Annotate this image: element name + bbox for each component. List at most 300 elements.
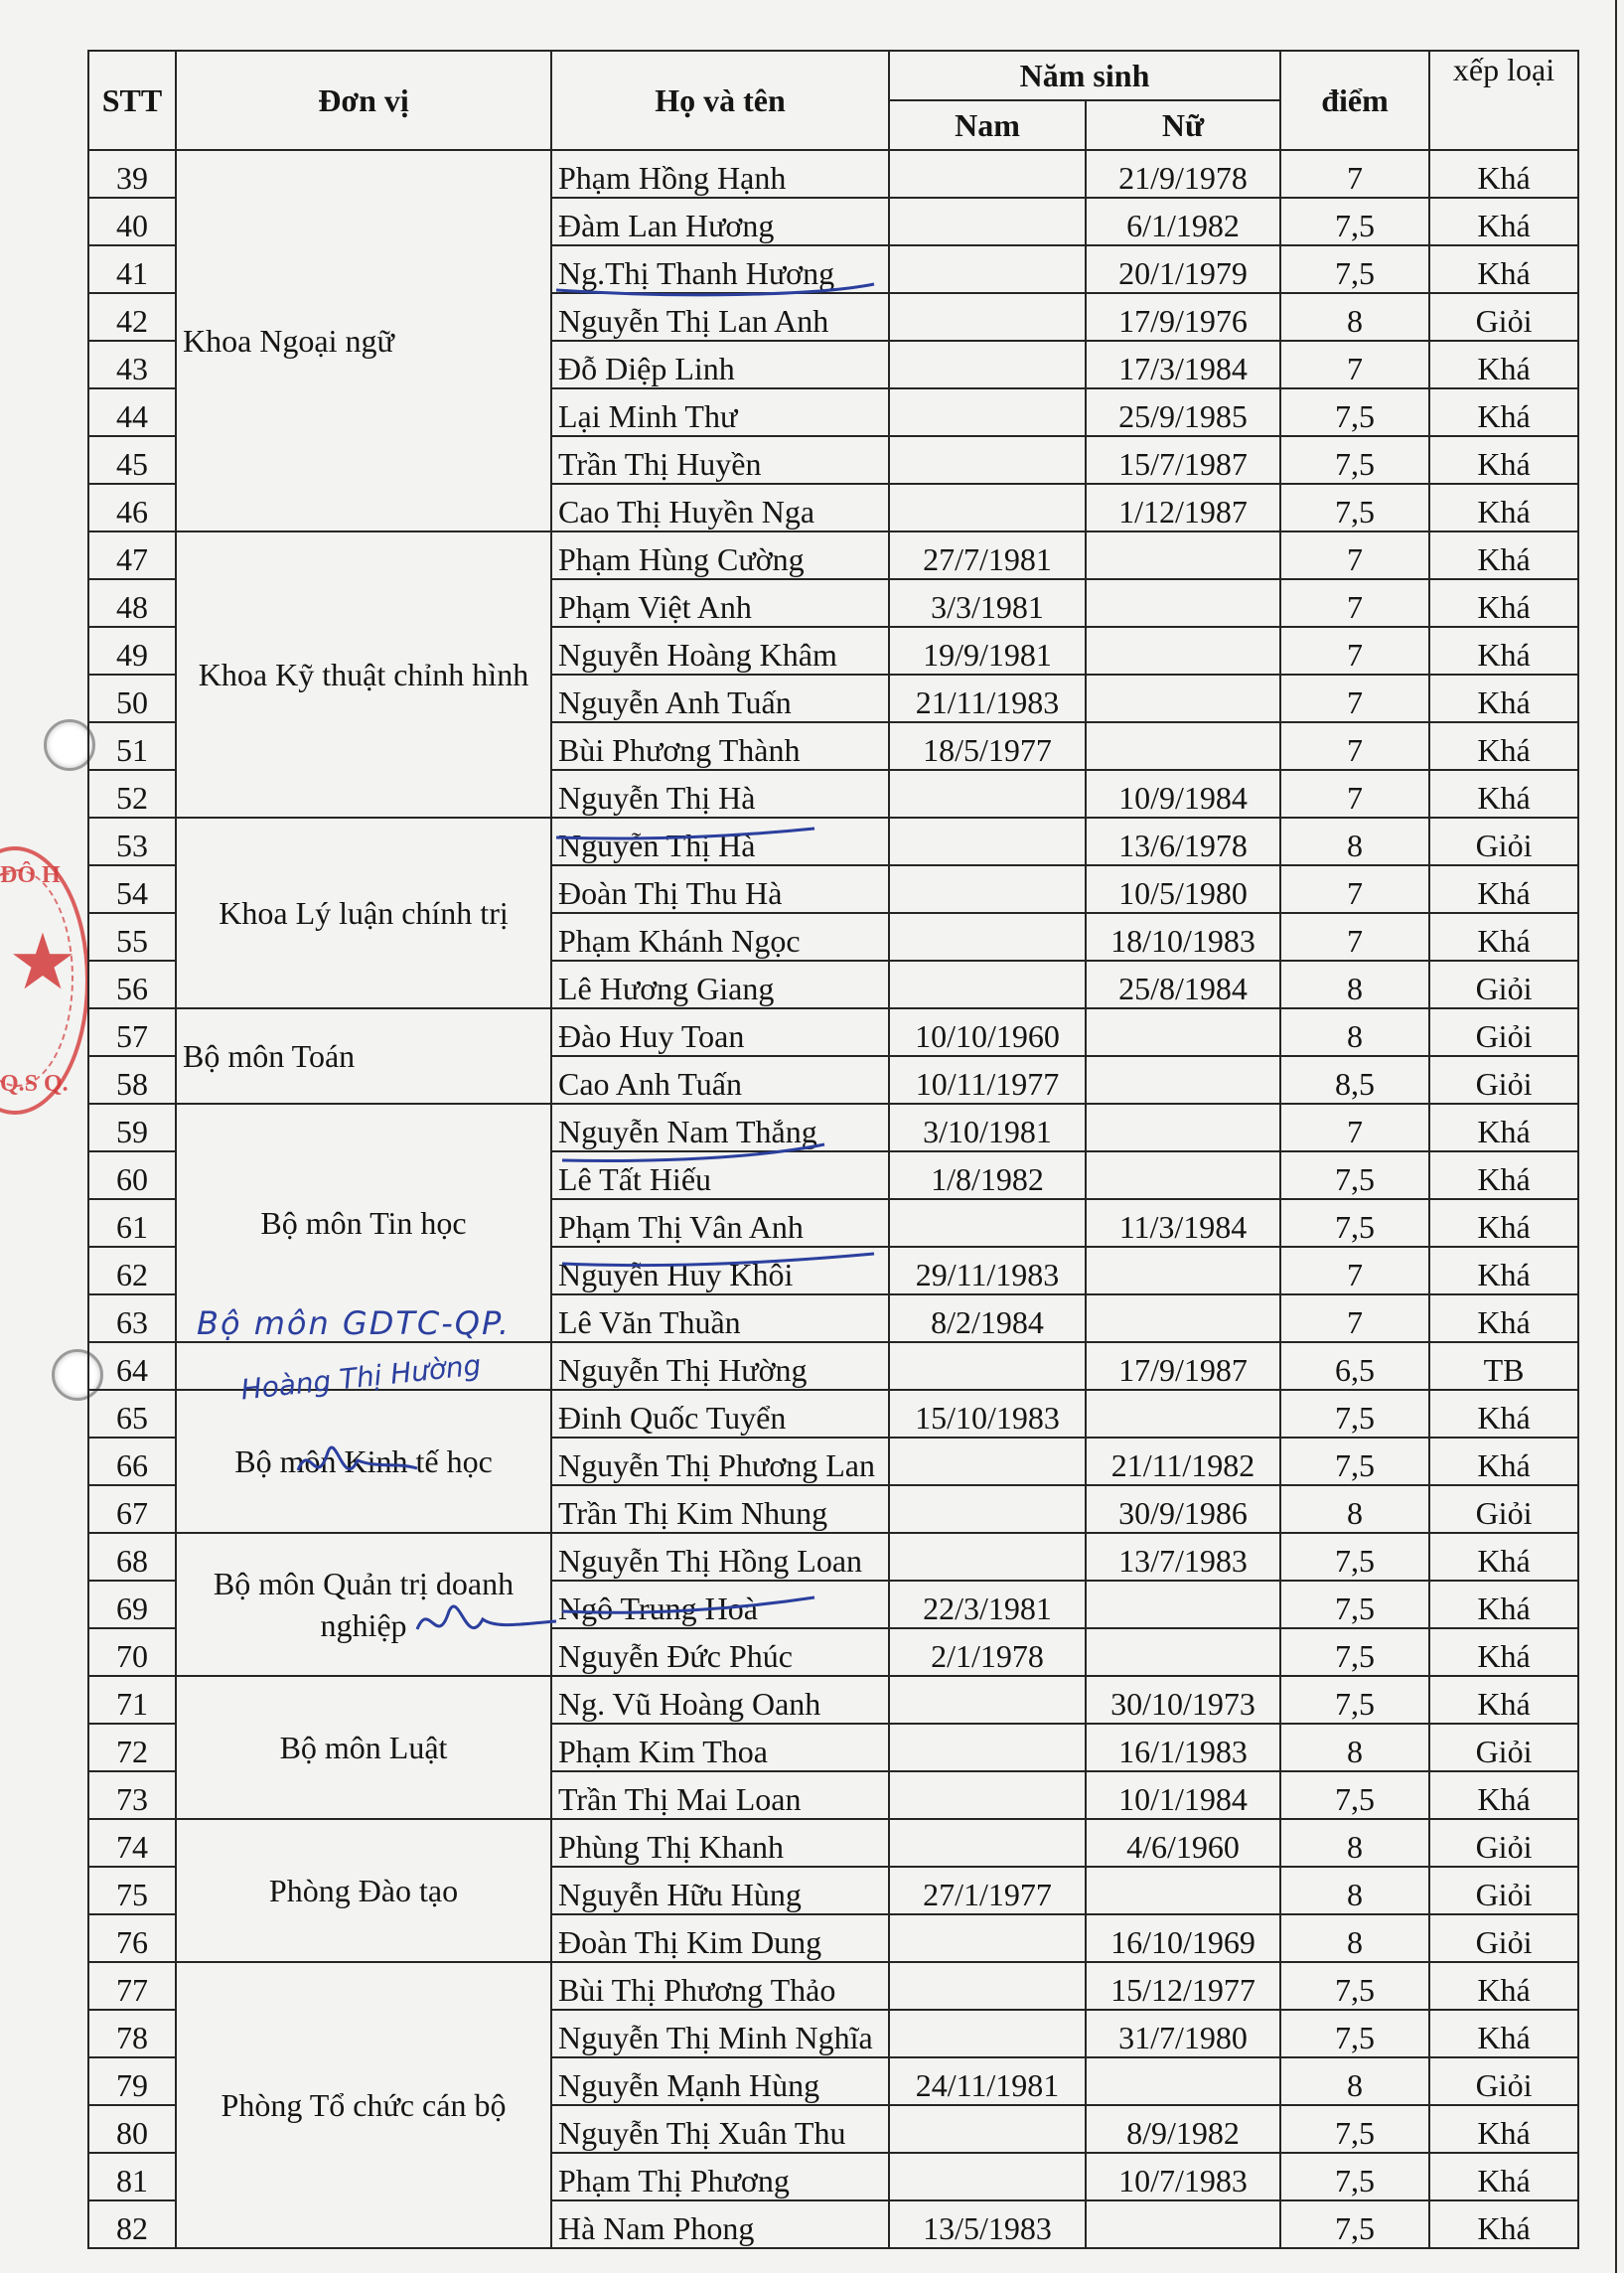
row-birth-female: 10/1/1984 (1086, 1771, 1280, 1819)
row-score: 7 (1280, 913, 1429, 961)
row-name: Nguyễn Thị Xuân Thu (551, 2105, 889, 2153)
row-grade: Khá (1429, 1581, 1578, 1628)
row-grade: Khá (1429, 1390, 1578, 1438)
row-birth-male (889, 913, 1086, 961)
row-birth-male: 1/8/1982 (889, 1151, 1086, 1199)
row-score: 7 (1280, 1247, 1429, 1294)
row-score: 7 (1280, 722, 1429, 770)
row-birth-male (889, 1962, 1086, 2010)
row-birth-male: 3/3/1981 (889, 579, 1086, 627)
row-stt: 79 (88, 2057, 176, 2105)
row-stt: 78 (88, 2010, 176, 2057)
row-stt: 73 (88, 1771, 176, 1819)
row-stt: 57 (88, 1008, 176, 1056)
row-birth-female: 30/9/1986 (1086, 1485, 1280, 1533)
row-score: 7,5 (1280, 388, 1429, 436)
row-stt: 58 (88, 1056, 176, 1104)
row-stt: 53 (88, 818, 176, 865)
row-birth-female: 21/9/1978 (1086, 150, 1280, 198)
row-grade: Khá (1429, 388, 1578, 436)
row-stt: 66 (88, 1438, 176, 1485)
row-birth-male: 19/9/1981 (889, 627, 1086, 675)
row-name: Lê Hương Giang (551, 961, 889, 1008)
row-name: Nguyễn Đức Phúc (551, 1628, 889, 1676)
row-grade: Khá (1429, 1962, 1578, 2010)
row-birth-male (889, 1771, 1086, 1819)
table-row (88, 1104, 1578, 1151)
row-stt: 72 (88, 1724, 176, 1771)
unit-cell (176, 1008, 551, 1104)
row-birth-male (889, 198, 1086, 245)
row-grade: Khá (1429, 1676, 1578, 1724)
row-stt: 44 (88, 388, 176, 436)
table-row (88, 1676, 1578, 1724)
row-birth-male: 27/7/1981 (889, 531, 1086, 579)
row-name: Nguyễn Mạnh Hùng (551, 2057, 889, 2105)
row-score: 7,5 (1280, 1151, 1429, 1199)
row-grade: Khá (1429, 675, 1578, 722)
row-birth-female (1086, 531, 1280, 579)
row-birth-female (1086, 627, 1280, 675)
row-birth-female: 30/10/1973 (1086, 1676, 1280, 1724)
row-score: 8 (1280, 961, 1429, 1008)
row-name: Ng. Vũ Hoàng Oanh (551, 1676, 889, 1724)
row-stt: 62 (88, 1247, 176, 1294)
table-row (88, 818, 1578, 865)
row-birth-female (1086, 1294, 1280, 1342)
row-grade: Khá (1429, 1247, 1578, 1294)
row-birth-male: 10/10/1960 (889, 1008, 1086, 1056)
row-grade: Khá (1429, 913, 1578, 961)
row-birth-female: 4/6/1960 (1086, 1819, 1280, 1867)
row-birth-female: 16/1/1983 (1086, 1724, 1280, 1771)
row-birth-female (1086, 1056, 1280, 1104)
row-score: 7 (1280, 1294, 1429, 1342)
row-birth-male (889, 770, 1086, 818)
row-grade: Khá (1429, 198, 1578, 245)
table-row (88, 1533, 1578, 1581)
row-name: Phạm Thị Vân Anh (551, 1199, 889, 1247)
unit-label: Phòng Tổ chức cán bộ (221, 2087, 507, 2123)
row-score: 7,5 (1280, 484, 1429, 531)
stamp-star-icon: ★ (8, 919, 77, 1005)
row-birth-male: 3/10/1981 (889, 1104, 1086, 1151)
row-score: 7,5 (1280, 1628, 1429, 1676)
row-grade: Khá (1429, 770, 1578, 818)
row-birth-male (889, 1342, 1086, 1390)
unit-cell (176, 531, 551, 818)
row-score: 7 (1280, 341, 1429, 388)
row-birth-male (889, 1485, 1086, 1533)
unit-label: Bộ môn Toán (183, 1037, 356, 1074)
row-score: 7,5 (1280, 1771, 1429, 1819)
row-name: Cao Anh Tuấn (551, 1056, 889, 1104)
table-row (88, 150, 1578, 198)
row-score: 7,5 (1280, 1533, 1429, 1581)
row-birth-female: 17/3/1984 (1086, 341, 1280, 388)
row-score: 6,5 (1280, 1342, 1429, 1390)
row-birth-female (1086, 1247, 1280, 1294)
row-grade: Giỏi (1429, 1914, 1578, 1962)
row-grade: Khá (1429, 1771, 1578, 1819)
row-name: Đinh Quốc Tuyển (551, 1390, 889, 1438)
row-name: Phạm Thị Phương (551, 2153, 889, 2200)
row-stt: 45 (88, 436, 176, 484)
row-stt: 47 (88, 531, 176, 579)
unit-cell (176, 1962, 551, 2248)
row-score: 7 (1280, 150, 1429, 198)
row-grade: Giỏi (1429, 1724, 1578, 1771)
row-grade: TB (1429, 1342, 1578, 1390)
table-body (88, 150, 1578, 2248)
unit-label: Khoa Lý luận chính trị (219, 895, 509, 931)
row-birth-male: 21/11/1983 (889, 675, 1086, 722)
row-stt: 59 (88, 1104, 176, 1151)
row-birth-male: 24/11/1981 (889, 2057, 1086, 2105)
row-name: Đàm Lan Hương (551, 198, 889, 245)
row-name: Phạm Việt Anh (551, 579, 889, 627)
row-stt: 48 (88, 579, 176, 627)
row-stt: 65 (88, 1390, 176, 1438)
row-birth-male (889, 2010, 1086, 2057)
row-birth-female (1086, 1008, 1280, 1056)
unit-label: Bộ môn Kinh tế học (234, 1443, 493, 1479)
row-stt: 81 (88, 2153, 176, 2200)
row-birth-male (889, 245, 1086, 293)
row-stt: 80 (88, 2105, 176, 2153)
row-birth-male (889, 150, 1086, 198)
row-score: 7,5 (1280, 2153, 1429, 2200)
row-grade: Khá (1429, 484, 1578, 531)
row-grade: Khá (1429, 1104, 1578, 1151)
row-birth-female: 25/9/1985 (1086, 388, 1280, 436)
row-stt: 56 (88, 961, 176, 1008)
row-score: 7,5 (1280, 2010, 1429, 2057)
unit-cell (176, 150, 551, 531)
row-birth-male: 22/3/1981 (889, 1581, 1086, 1628)
row-score: 8 (1280, 2057, 1429, 2105)
row-name: Hà Nam Phong (551, 2200, 889, 2248)
row-grade: Giỏi (1429, 961, 1578, 1008)
row-birth-female: 17/9/1987 (1086, 1342, 1280, 1390)
row-birth-male: 27/1/1977 (889, 1867, 1086, 1914)
row-score: 7,5 (1280, 1199, 1429, 1247)
row-grade: Giỏi (1429, 1867, 1578, 1914)
row-grade: Khá (1429, 1294, 1578, 1342)
table-row (88, 1962, 1578, 2010)
row-stt: 40 (88, 198, 176, 245)
row-score: 7,5 (1280, 1438, 1429, 1485)
row-birth-female (1086, 579, 1280, 627)
row-birth-female: 10/5/1980 (1086, 865, 1280, 913)
row-birth-female: 25/8/1984 (1086, 961, 1280, 1008)
row-birth-male (889, 818, 1086, 865)
handwritten-name-note: Hoàng Thị Hường (238, 1348, 483, 1407)
row-name: Phùng Thị Khanh (551, 1819, 889, 1867)
unit-label: Bộ môn Tin học (260, 1205, 467, 1241)
row-score: 7 (1280, 865, 1429, 913)
row-grade: Khá (1429, 2105, 1578, 2153)
unit-label: Bộ môn Luật (279, 1730, 448, 1765)
row-score: 8 (1280, 1485, 1429, 1533)
header-stt: STT (88, 51, 176, 150)
row-birth-female: 8/9/1982 (1086, 2105, 1280, 2153)
row-birth-male (889, 2105, 1086, 2153)
row-stt: 43 (88, 341, 176, 388)
row-birth-male (889, 293, 1086, 341)
stamp-bottom-text: Q.S Q. (0, 1071, 69, 1097)
row-score: 7,5 (1280, 2200, 1429, 2248)
row-score: 7 (1280, 675, 1429, 722)
header-female: Nữ (1086, 100, 1280, 150)
row-name: Nguyễn Thị Hồng Loan (551, 1533, 889, 1581)
row-stt: 41 (88, 245, 176, 293)
row-name: Nguyễn Thị Lan Anh (551, 293, 889, 341)
stamp-top-text: ĐÔ H (0, 862, 61, 888)
row-name: Đào Huy Toan (551, 1008, 889, 1056)
row-score: 7 (1280, 770, 1429, 818)
row-stt: 54 (88, 865, 176, 913)
row-birth-male (889, 1676, 1086, 1724)
row-grade: Khá (1429, 1199, 1578, 1247)
table-row (88, 1008, 1578, 1056)
row-grade: Khá (1429, 2200, 1578, 2248)
row-name: Nguyễn Thị Hà (551, 818, 889, 865)
header-unit: Đơn vị (176, 51, 551, 150)
row-birth-male (889, 388, 1086, 436)
header-grade: xếp loại (1429, 51, 1578, 150)
row-birth-female (1086, 2057, 1280, 2105)
row-name: Phạm Hùng Cường (551, 531, 889, 579)
table-row (88, 531, 1578, 579)
row-stt: 50 (88, 675, 176, 722)
row-birth-male: 10/11/1977 (889, 1056, 1086, 1104)
unit-cell (176, 1819, 551, 1962)
row-name: Bùi Phương Thành (551, 722, 889, 770)
row-score: 8 (1280, 1914, 1429, 1962)
row-stt: 60 (88, 1151, 176, 1199)
row-name: Phạm Hồng Hạnh (551, 150, 889, 198)
row-grade: Khá (1429, 245, 1578, 293)
row-stt: 69 (88, 1581, 176, 1628)
row-stt: 71 (88, 1676, 176, 1724)
unit-cell (176, 1533, 551, 1676)
row-birth-female: 18/10/1983 (1086, 913, 1280, 961)
table-row (88, 1819, 1578, 1867)
row-birth-female (1086, 1104, 1280, 1151)
row-grade: Khá (1429, 2010, 1578, 2057)
row-birth-female (1086, 2200, 1280, 2248)
row-name: Cao Thị Huyền Nga (551, 484, 889, 531)
row-score: 8 (1280, 1819, 1429, 1867)
row-stt: 63 (88, 1294, 176, 1342)
row-stt: 67 (88, 1485, 176, 1533)
row-birth-female: 21/11/1982 (1086, 1438, 1280, 1485)
row-birth-male: 29/11/1983 (889, 1247, 1086, 1294)
row-name: Nguyễn Anh Tuấn (551, 675, 889, 722)
row-grade: Khá (1429, 531, 1578, 579)
unit-label: Phòng Đào tạo (268, 1873, 459, 1908)
row-name: Ng.Thị Thanh Hương (551, 245, 889, 293)
row-score: 7,5 (1280, 1581, 1429, 1628)
row-birth-male: 15/10/1983 (889, 1390, 1086, 1438)
row-score: 8 (1280, 1008, 1429, 1056)
row-score: 7,5 (1280, 1676, 1429, 1724)
row-stt: 55 (88, 913, 176, 961)
row-stt: 52 (88, 770, 176, 818)
unit-cell (176, 818, 551, 1008)
row-name: Nguyễn Hữu Hùng (551, 1867, 889, 1914)
row-score: 7,5 (1280, 1962, 1429, 2010)
row-stt: 42 (88, 293, 176, 341)
row-birth-male (889, 436, 1086, 484)
row-grade: Giỏi (1429, 1819, 1578, 1867)
row-grade: Khá (1429, 1533, 1578, 1581)
row-birth-female: 6/1/1982 (1086, 198, 1280, 245)
row-name: Nguyễn Thị Hường (551, 1342, 889, 1390)
row-score: 7,5 (1280, 198, 1429, 245)
row-score: 7,5 (1280, 245, 1429, 293)
row-birth-female: 16/10/1969 (1086, 1914, 1280, 1962)
row-name: Đoàn Thị Thu Hà (551, 865, 889, 913)
row-name: Đỗ Diệp Linh (551, 341, 889, 388)
row-stt: 39 (88, 150, 176, 198)
row-birth-female: 11/3/1984 (1086, 1199, 1280, 1247)
row-birth-male: 2/1/1978 (889, 1628, 1086, 1676)
row-name: Nguyễn Thị Hà (551, 770, 889, 818)
row-score: 7 (1280, 627, 1429, 675)
row-birth-male (889, 1724, 1086, 1771)
row-birth-male (889, 961, 1086, 1008)
row-name: Nguyễn Nam Thắng (551, 1104, 889, 1151)
row-name: Nguyễn Thị Minh Nghĩa (551, 2010, 889, 2057)
row-birth-male: 18/5/1977 (889, 722, 1086, 770)
row-stt: 61 (88, 1199, 176, 1247)
row-birth-male: 13/5/1983 (889, 2200, 1086, 2248)
row-birth-male (889, 1819, 1086, 1867)
row-name: Nguyễn Huy Khôi (551, 1247, 889, 1294)
row-score: 8 (1280, 1724, 1429, 1771)
row-grade: Giỏi (1429, 293, 1578, 341)
row-grade: Khá (1429, 579, 1578, 627)
row-stt: 77 (88, 1962, 176, 2010)
row-birth-female: 13/7/1983 (1086, 1533, 1280, 1581)
row-score: 8,5 (1280, 1056, 1429, 1104)
row-birth-female: 15/7/1987 (1086, 436, 1280, 484)
row-birth-male (889, 341, 1086, 388)
row-score: 8 (1280, 818, 1429, 865)
results-table (87, 50, 1579, 2249)
row-birth-male (889, 1199, 1086, 1247)
row-grade: Giỏi (1429, 1008, 1578, 1056)
row-birth-female: 15/12/1977 (1086, 1962, 1280, 2010)
row-birth-male (889, 2153, 1086, 2200)
header-male: Nam (889, 100, 1086, 150)
row-name: Trần Thị Kim Nhung (551, 1485, 889, 1533)
header-birth-year: Năm sinh (889, 51, 1280, 100)
row-stt: 51 (88, 722, 176, 770)
row-grade: Khá (1429, 341, 1578, 388)
row-grade: Giỏi (1429, 2057, 1578, 2105)
unit-label: Khoa Kỹ thuật chỉnh hình (198, 657, 529, 692)
row-stt: 82 (88, 2200, 176, 2248)
row-score: 7,5 (1280, 436, 1429, 484)
row-score: 8 (1280, 293, 1429, 341)
row-birth-female: 1/12/1987 (1086, 484, 1280, 531)
row-birth-female (1086, 1581, 1280, 1628)
row-score: 7,5 (1280, 1390, 1429, 1438)
row-grade: Khá (1429, 2153, 1578, 2200)
header-name: Họ và tên (551, 51, 889, 150)
row-name: Phạm Kim Thoa (551, 1724, 889, 1771)
row-birth-male (889, 1914, 1086, 1962)
row-birth-female (1086, 675, 1280, 722)
row-score: 7,5 (1280, 2105, 1429, 2153)
row-name: Ngô Trung Hoà (551, 1581, 889, 1628)
row-birth-female: 17/9/1976 (1086, 293, 1280, 341)
row-grade: Khá (1429, 865, 1578, 913)
row-score: 8 (1280, 1867, 1429, 1914)
row-name: Đoàn Thị Kim Dung (551, 1914, 889, 1962)
row-grade: Giỏi (1429, 1485, 1578, 1533)
row-name: Lê Tất Hiếu (551, 1151, 889, 1199)
row-stt: 46 (88, 484, 176, 531)
row-grade: Khá (1429, 627, 1578, 675)
row-grade: Khá (1429, 722, 1578, 770)
row-grade: Khá (1429, 150, 1578, 198)
row-stt: 74 (88, 1819, 176, 1867)
row-name: Bùi Thị Phương Thảo (551, 1962, 889, 2010)
row-score: 7 (1280, 531, 1429, 579)
row-birth-female (1086, 1867, 1280, 1914)
row-score: 7 (1280, 579, 1429, 627)
row-name: Lại Minh Thư (551, 388, 889, 436)
row-birth-female (1086, 722, 1280, 770)
row-grade: Giỏi (1429, 1056, 1578, 1104)
unit-cell (176, 1676, 551, 1819)
row-birth-male (889, 484, 1086, 531)
row-birth-female: 20/1/1979 (1086, 245, 1280, 293)
row-grade: Khá (1429, 1628, 1578, 1676)
row-birth-male (889, 1533, 1086, 1581)
row-birth-female (1086, 1628, 1280, 1676)
row-birth-male (889, 1438, 1086, 1485)
row-birth-female (1086, 1390, 1280, 1438)
row-birth-male (889, 865, 1086, 913)
row-birth-female: 31/7/1980 (1086, 2010, 1280, 2057)
row-birth-female (1086, 1151, 1280, 1199)
row-birth-female: 13/6/1978 (1086, 818, 1280, 865)
header-score: điểm (1280, 51, 1429, 150)
row-score: 7 (1280, 1104, 1429, 1151)
row-name: Trần Thị Mai Loan (551, 1771, 889, 1819)
row-birth-female: 10/9/1984 (1086, 770, 1280, 818)
page-edge-line (1615, 0, 1617, 2273)
unit-cell (176, 1390, 551, 1533)
handwritten-unit-note: Bộ môn GDTC-QP. (197, 1304, 512, 1342)
row-stt: 64 (88, 1342, 176, 1390)
row-name: Trần Thị Huyền (551, 436, 889, 484)
row-name: Phạm Khánh Ngọc (551, 913, 889, 961)
row-grade: Khá (1429, 436, 1578, 484)
row-name: Nguyễn Hoàng Khâm (551, 627, 889, 675)
unit-label: Bộ môn Quản trị doanh nghiệp (213, 1566, 515, 1643)
unit-label: Khoa Ngoại ngữ (183, 322, 394, 359)
row-name: Nguyễn Thị Phương Lan (551, 1438, 889, 1485)
row-grade: Khá (1429, 1151, 1578, 1199)
row-grade: Giỏi (1429, 818, 1578, 865)
row-stt: 49 (88, 627, 176, 675)
